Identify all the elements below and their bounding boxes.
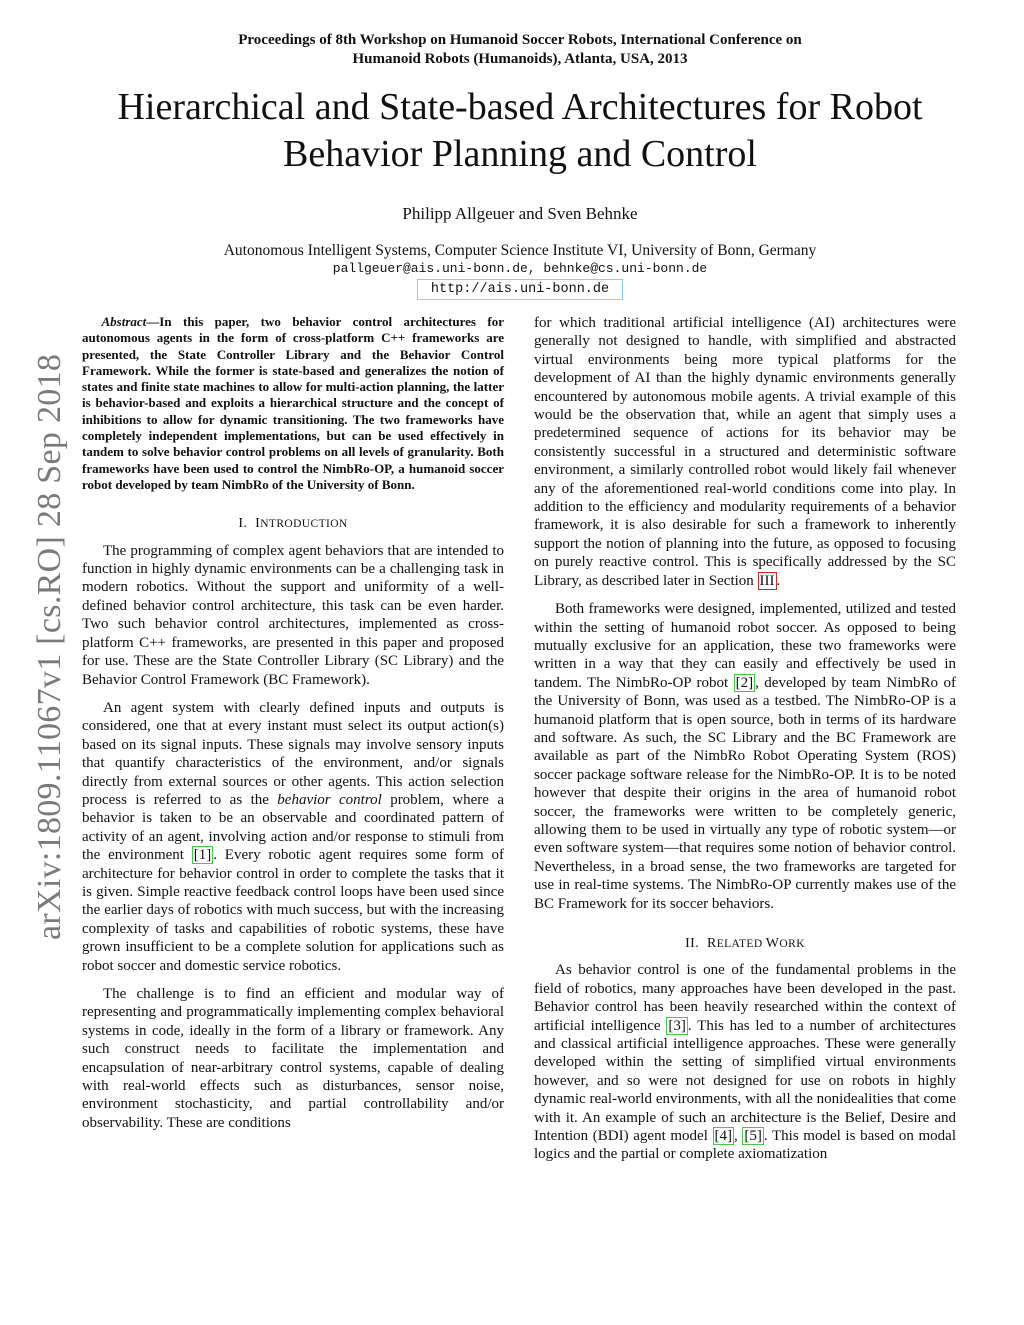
website-link[interactable]: http://ais.uni-bonn.de <box>417 279 623 300</box>
title-line-1: Hierarchical and State-based Architectures for Robot <box>117 86 923 128</box>
section-title-cap: I <box>255 516 261 532</box>
section-number: I. <box>238 516 248 532</box>
intro-paragraph-1: The programming of complex agent behaviors that are intended to function in highly dynamic environments can be a challenging task in modern robotics. Without the support and uniformity of a well-defined behavior control architecture, this task can be even harder. Two such behavior control architectures, implemented as cross-platform C++ frameworks, are presented in this paper and proposed for use. These are the State Controller Library (SC Library) and the Behavior Control Framework (BC Framework). <box>82 542 504 688</box>
proceedings-header <box>120 31 920 69</box>
section-title-cap-2: W <box>765 936 780 951</box>
section-number: II. <box>685 936 700 951</box>
section-link-iii[interactable]: III <box>759 572 775 589</box>
section-title-rest-2: ORK <box>779 938 805 950</box>
right-p2-text-a: Both frameworks were designed, implemented, utilized and tested within the setting of humanoid robot soccer. As opposed to being mutually exclusive for an application, these two frameworks were written in a way that they can easily and effectively be used in tandem. The NimbRo-OP robot <box>534 601 956 691</box>
rw-text-d: . This model is based on modal logics and the partial or complete axiomatization <box>534 1128 956 1163</box>
abstract-text: —In this paper, two behavior control architectures for autonomous agents in the form of cross-platform C++ frameworks are presented, the State Controller Library and the Behavior Control Framework. While the former is state-based and generalizes the notion of states and finite state machines to allow for multi-action planning, the latter is behavior-based and exploits a hierarchical structure and the concept of inhibitions to allow for dynamic transitioning. The two frameworks have completely independent implementations, but can be used effectively in tandem to solve behavior control problems on all levels of granularity. Both frameworks have been used to control the NimbRo-OP, a humanoid soccer robot developed by team NimbRo of the University of Bonn. <box>82 314 504 492</box>
intro-p2-text-c: . Every robotic agent requires some form of architecture for behavior control in order to complete the tasks that it is given. Simple reactive feedback control loops have been used since the earlier days of robotics with much success, but with the increasing complexity of tasks and capabilities of robotic systems, these have grown insufficient to be a complete solution for applications such as robot soccer and domestic service robotics. <box>82 847 505 974</box>
citation-link-2[interactable]: [2] <box>735 674 754 691</box>
right-p2-text-b: , developed by team NimbRo of the University of Bonn, was used as a testbed. The NimbRo-OP is a humanoid platform that is open source, both in terms of its hardware and software. As such, the SC Library and the BC Framework are available as part of the NimbRo Robot Operating System (ROS) soccer package software release for the NimbRo-OP. It is to be noted however that despite their origins in the area of humanoid robot soccer, the frameworks were written to be completely generic, allowing them to be used in virtually any type of robotic system—or even software system—that requires some notion of behavior control. Nevertheless, in a broad sense, the two frameworks are targeted for use in real-time systems. The NimbRo-OP currently makes use of the BC Framework for its soccer behaviors. <box>534 674 956 912</box>
citation-link-4[interactable]: [4] <box>714 1128 732 1145</box>
intro-p2-text-b: problem, where a behavior is taken to be an observable and coordinated pattern of activity of an agent, involving action and/or response to stimuli from the environment <box>82 791 505 864</box>
intro-paragraph-2 <box>82 699 504 975</box>
citation-link-3[interactable]: [3] <box>668 1017 686 1034</box>
related-work-paragraph-1 <box>534 961 956 1163</box>
rw-text-a: As behavior control is one of the fundamental problems in the field of robotics, many approaches have been developed in the past. Behavior control has been heavily researched within the context of artificial intelligence <box>534 962 956 1034</box>
right-column <box>534 314 956 1164</box>
right-p1-text-b: . <box>776 572 781 589</box>
arxiv-identifier: arXiv:1809.11067v1 [cs.RO] 28 Sep 2018 <box>31 353 68 940</box>
title-line-2: Behavior Planning and Control <box>283 133 757 175</box>
abstract-label: Abstract <box>101 314 147 329</box>
proceedings-line-1: Proceedings of 8th Workshop on Humanoid Soccer Robots, International Conference on <box>238 32 802 48</box>
left-column <box>82 314 504 1132</box>
section-heading-related-work <box>534 935 956 953</box>
intro-p2-text-a: An agent system with clearly defined inputs and outputs is considered, one that at every instant must select its output action(s) based on its signal inputs. These signals may involve sensory inputs that quantify characteristics of the environment, and/or signals directly from external sources or other agents. This action selection process is referred to as the <box>82 699 504 808</box>
section-title-rest: NTRODUCTION <box>260 518 348 531</box>
affiliation: Autonomous Intelligent Systems, Computer Science Institute VI, University of Bonn, Germany <box>223 242 817 259</box>
right-paragraph-2 <box>534 600 956 913</box>
citation-link-5[interactable]: [5] <box>744 1128 762 1145</box>
section-title-rest: ELATED <box>716 938 766 950</box>
intro-p2-emphasis: behavior control <box>277 791 382 808</box>
paper-title <box>60 84 980 178</box>
authors: Philipp Allgeuer and Sven Behnke <box>402 204 638 223</box>
right-paragraph-1 <box>534 314 956 590</box>
rw-text-b: . This has led to a number of architectures and classical artificial intelligence approaches. These were generally developed within the setting of simplified virtual environments however, and so were not designed for use on robots in highly dynamic real-world environments, with all the nonidealities that come with it. An example of such an architecture is the Belief, Desire and Intention (BDI) agent model <box>534 1017 956 1145</box>
section-heading-introduction <box>82 515 504 533</box>
abstract <box>82 314 504 493</box>
intro-paragraph-3: The challenge is to find an efficient and modular way of representing and programmatically implementing complex behavioral systems in code, ideally in the form of a library or framework. Any such construct needs to facilitate the implementation and encapsulation of near-arbitrary control systems, capable of dealing with real-world effects such as disturbances, sensor noise, environment stochasticity, and partial controllability and/or observability. These are conditions <box>82 986 504 1131</box>
right-p1-text-a: for which traditional artificial intelligence (AI) architectures were generally not designed to handle, with simplified and abstracted virtual environments being more typical platforms for the development of AI than the highly dynamic environments generally encountered by autonomous mobile agents. A trivial example of this would be the observation that, while an agent that simply uses a predetermined sequence of actions for its behavior may be consistently successful in a structured and deterministic software environment, a similarly controlled robot would likely fail whenever any of the aforementioned real-world conditions come into play. In addition to the efficiency and modularity requirements of a behavior framework, it is also desirable for such a framework to inherently support the notion of planning into the future, as opposed to focusing on purely reactive control. This is specifically addressed by the SC Library, as described later in Section <box>534 315 956 589</box>
rw-text-c: , <box>734 1128 743 1145</box>
author-emails[interactable]: pallgeuer@ais.uni-bonn.de, behnke@cs.uni-bonn.de <box>332 261 708 276</box>
citation-link-1[interactable]: [1] <box>193 847 212 864</box>
proceedings-line-2: Humanoid Robots (Humanoids), Atlanta, USA, 2013 <box>352 51 688 67</box>
section-title-cap: R <box>706 936 717 951</box>
